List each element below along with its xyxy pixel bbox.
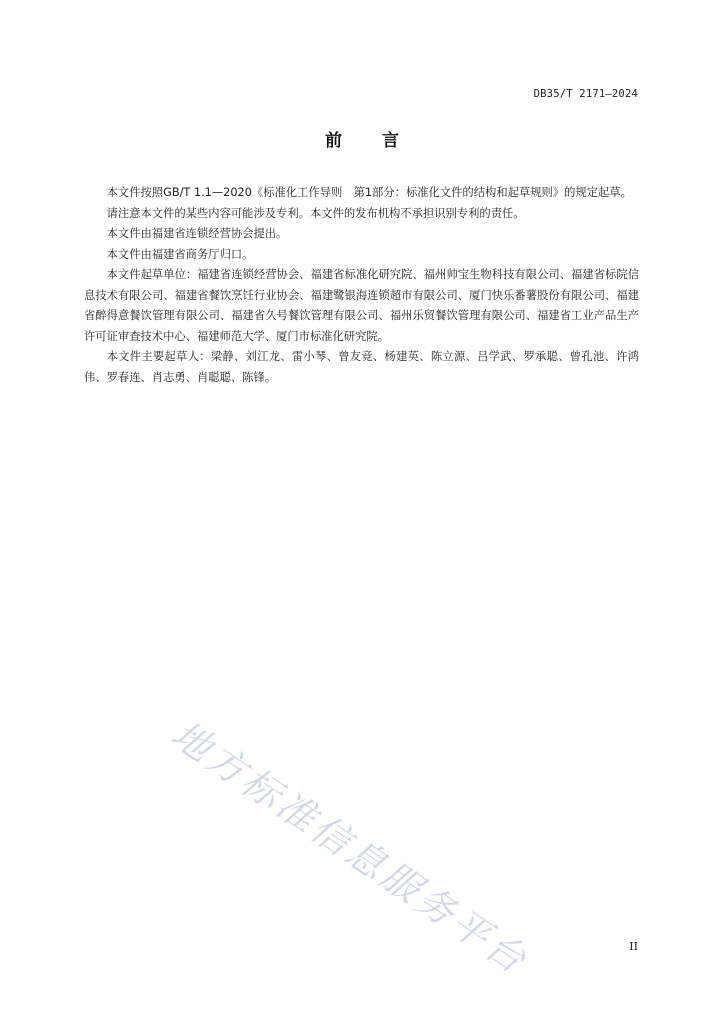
paragraph-centralized-unit: 本文件由福建省商务厅归口。 bbox=[106, 247, 254, 261]
document-code: DB35/T 2171—2024 bbox=[533, 88, 638, 100]
foreword-body bbox=[84, 183, 639, 388]
paragraph-main-drafters: 本文件主要起草人：梁静、刘江龙、雷小琴、曾友竞、杨建英、陈立源、吕学武、罗承聪、曾孔池、许鸿伟、罗春连、肖志勇、肖聪聪、陈锋。 bbox=[84, 350, 639, 384]
paragraph-patent-notice: 请注意本文件的某些内容可能涉及专利。本文件的发布机构不承担识别专利的责任。 bbox=[106, 206, 525, 220]
page-title: 前言 bbox=[325, 131, 439, 151]
paragraph-drafting-units: 本文件起草单位：福建省连锁经营协会、福建省标准化研究院、福州帅宝生物科技有限公司、福建省标院信息技术有限公司、福建省餐饮烹饪行业协会、福建鹭银海连锁超市有限公司、厦门快乐番薯股份有限公司、福建省醉得意餐饮管理有限公司、福建省久号餐饮管理有限公司、福州乐贸餐饮管理有限公司、福建省工业产品生产许可证审查技术中心、福建师范大学、厦门市标准化研究院。 bbox=[84, 268, 639, 343]
watermark-text: 地方标准信息服务平台 bbox=[163, 712, 537, 984]
paragraph-proposer: 本文件由福建省连锁经营协会提出。 bbox=[106, 227, 288, 240]
paragraph-drafting-basis: 本文件按照GB/T 1.1—2020《标准化工作导则 第1部分：标准化文件的结构和起草规则》的规定起草。 bbox=[106, 186, 632, 199]
page-number: II bbox=[629, 940, 638, 953]
